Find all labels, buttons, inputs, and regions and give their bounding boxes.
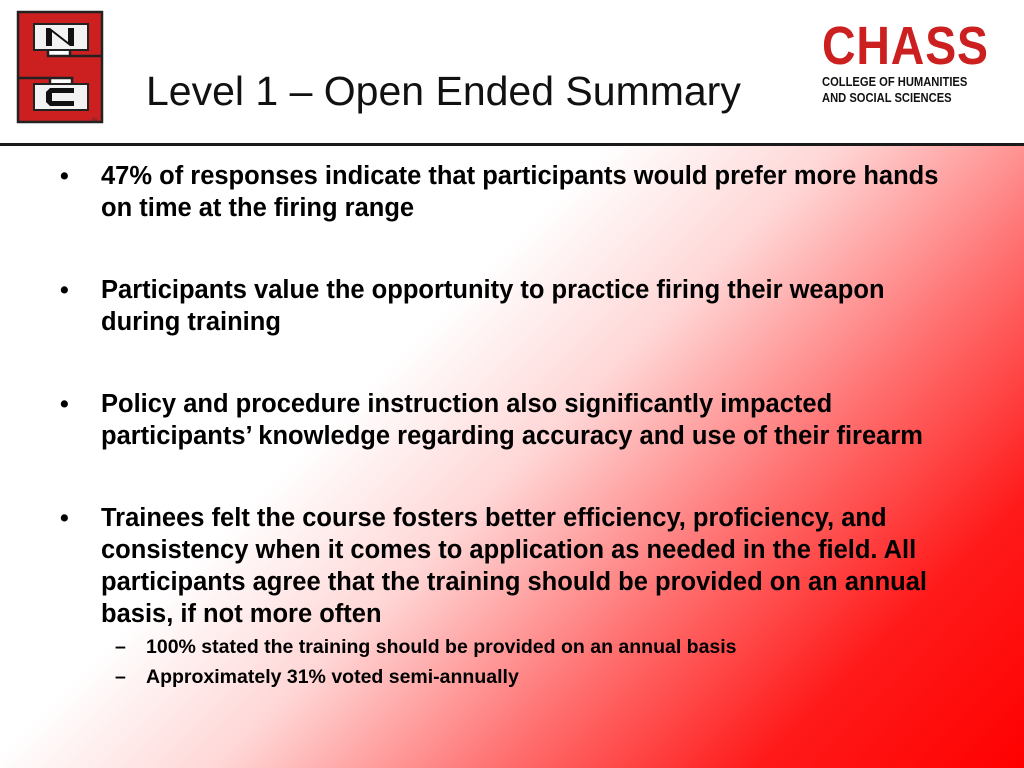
bullet-glyph: • [60,504,69,532]
bullet-list [58,160,958,692]
sub-bullet-item [58,662,958,692]
bullet-glyph: • [60,276,69,304]
bullet-text: 47% of responses indicate that participants would prefer more hands on time at the firing range [101,162,939,222]
bullet-text: Trainees felt the course fosters better efficiency, proficiency, and consistency when it comes to application as needed in the field. All participants agree that the training should be provided on an annual basis, if not more often [101,504,928,628]
bullet-item [58,388,958,452]
bullet-glyph: • [60,390,69,418]
header-divider [0,143,1024,146]
bullet-text: Policy and procedure instruction also significantly impacted participants’ knowledge regarding accuracy and use of their firearm [101,390,923,450]
dash-glyph: – [115,666,126,688]
chass-logo [822,18,1010,106]
ncs-logo [10,8,110,126]
sub-bullet-text: Approximately 31% voted semi-annually [146,666,519,688]
chass-wordmark: CHASS [822,16,989,76]
slide-title: Level 1 – Open Ended Summary [146,68,741,114]
bullet-item [58,502,958,630]
bullet-item [58,274,958,338]
bullet-text: Participants value the opportunity to practice firing their weapon during training [101,276,885,336]
chass-subtitle-line-2: AND SOCIAL SCIENCES [822,90,952,105]
slide-header [0,0,1024,145]
sub-bullet-item [58,632,958,662]
bullet-glyph: • [60,162,69,190]
chass-subtitle-line-1: COLLEGE OF HUMANITIES [822,74,968,89]
bullet-item [58,160,958,224]
registered-mark: ® [92,118,98,125]
sub-bullet-text: 100% stated the training should be provided on an annual basis [146,636,737,658]
dash-glyph: – [115,636,126,658]
